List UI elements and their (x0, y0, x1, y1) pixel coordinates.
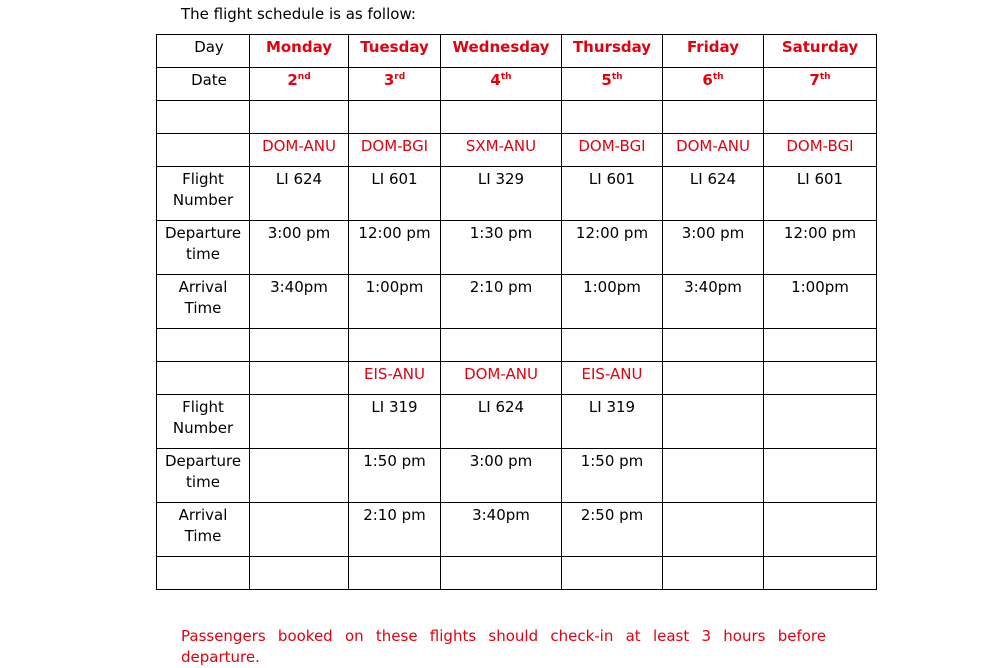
flight-number-cell (764, 395, 877, 449)
day-cell (349, 35, 441, 68)
departure-time-cell (764, 449, 877, 503)
departure-time-cell (562, 449, 663, 503)
date-number: 5 (601, 71, 612, 89)
flight-number: LI 319 (371, 398, 418, 416)
arrival-time-cell (764, 503, 877, 557)
route: DOM-ANU (464, 365, 538, 383)
empty-cell (663, 329, 764, 362)
empty-cell (663, 101, 764, 134)
flight-number-cell (764, 167, 877, 221)
flight-number-cell (441, 167, 562, 221)
route: DOM-ANU (676, 137, 750, 155)
departure-time-cell (663, 221, 764, 275)
arrival-time: 3:40pm (270, 278, 328, 296)
departure-time-cell (764, 221, 877, 275)
empty-cell (349, 557, 441, 590)
arrival-time-cell (250, 503, 349, 557)
route-cell (250, 134, 349, 167)
day-name: Wednesday (452, 38, 550, 56)
date-cell (764, 68, 877, 101)
flight-number-row (157, 167, 877, 221)
arrival-time-cell (663, 275, 764, 329)
departure-time: 12:00 pm (358, 224, 431, 242)
spacer-row (157, 101, 877, 134)
departure-time-cell (250, 221, 349, 275)
flight-number-label-line1: Flight (182, 398, 224, 416)
empty-cell (764, 329, 877, 362)
arrival-time-cell (562, 275, 663, 329)
arrival-time-cell (562, 503, 663, 557)
day-cell (663, 35, 764, 68)
departure-time: 1:30 pm (469, 224, 533, 242)
departure-time-cell (250, 449, 349, 503)
flight-number-label (157, 395, 250, 449)
flight-number: LI 624 (477, 398, 525, 416)
date-suffix: th (819, 72, 831, 82)
departure-time: 3:00 pm (267, 224, 331, 242)
flight-number-cell (663, 395, 764, 449)
departure-time: 3:00 pm (469, 452, 533, 470)
flight-number-cell (250, 395, 349, 449)
date-suffix: nd (297, 72, 311, 82)
route-cell (764, 134, 877, 167)
arrival-time-label (157, 503, 250, 557)
empty-cell (764, 101, 877, 134)
flight-number: LI 319 (588, 398, 636, 416)
date-suffix: rd (394, 72, 406, 82)
arrival-time-label-line2: Time (184, 527, 222, 545)
flight-number-cell (349, 395, 441, 449)
route-cell (663, 362, 764, 395)
arrival-time-label-line2: Time (184, 299, 222, 317)
departure-time-cell (441, 449, 562, 503)
empty-cell (562, 101, 663, 134)
departure-time-cell (349, 449, 441, 503)
flight-number: LI 329 (477, 170, 525, 188)
arrival-time-cell (250, 275, 349, 329)
departure-row (157, 449, 877, 503)
arrival-time-cell (441, 503, 562, 557)
empty-cell (250, 557, 349, 590)
arrival-time: 3:40pm (472, 506, 530, 524)
flight-number: LI 624 (275, 170, 323, 188)
arrival-time-cell (441, 275, 562, 329)
date-number: 3 (383, 71, 395, 89)
flight-number-cell (250, 167, 349, 221)
day-cell (764, 35, 877, 68)
empty-cell (349, 329, 441, 362)
route: DOM-BGI (786, 137, 854, 155)
route-cell (250, 362, 349, 395)
day-cell (441, 35, 562, 68)
empty-cell (157, 329, 250, 362)
date-cell (441, 68, 562, 101)
day-label-cell (157, 35, 250, 68)
flight-number-cell (349, 167, 441, 221)
intro-text: The flight schedule is as follow: (181, 5, 416, 23)
day-row (157, 35, 877, 68)
flight-number-cell (663, 167, 764, 221)
empty-cell (349, 101, 441, 134)
departure-time-cell (663, 449, 764, 503)
flight-number: LI 601 (371, 170, 418, 188)
flight-number-label-line1: Flight (182, 170, 224, 188)
flight-number-cell (562, 395, 663, 449)
day-cell (250, 35, 349, 68)
arrival-time: 2:50 pm (580, 506, 644, 524)
empty-cell (764, 557, 877, 590)
flight-number: LI 601 (796, 170, 844, 188)
date-suffix: th (611, 72, 623, 82)
date-number: 6 (702, 71, 713, 89)
spacer-row (157, 557, 877, 590)
route: EIS-ANU (581, 365, 643, 383)
departure-time-label-line2: time (186, 245, 220, 263)
arrival-time-cell (764, 275, 877, 329)
arrival-time: 2:10 pm (363, 506, 426, 524)
departure-time-label-line1: Departure (164, 224, 242, 242)
arrival-time-cell (349, 503, 441, 557)
route-row (157, 134, 877, 167)
empty-cell (562, 329, 663, 362)
route: DOM-BGI (360, 137, 429, 155)
empty-cell (441, 329, 562, 362)
flight-number-cell (562, 167, 663, 221)
route-cell (441, 134, 562, 167)
departure-time-label (157, 221, 250, 275)
empty-cell (663, 557, 764, 590)
flight-number-row (157, 395, 877, 449)
departure-time-cell (562, 221, 663, 275)
arrival-time-label (157, 275, 250, 329)
flight-schedule-table (156, 34, 877, 590)
flight-number: LI 624 (689, 170, 737, 188)
route-cell (764, 362, 877, 395)
flight-number-label-line2: Number (172, 191, 234, 209)
date-cell (562, 68, 663, 101)
arrival-time: 1:00pm (365, 278, 424, 296)
arrival-time: 1:00pm (791, 278, 849, 296)
date-cell (250, 68, 349, 101)
spacer-row (157, 329, 877, 362)
route-label-cell (157, 362, 250, 395)
departure-time: 1:50 pm (580, 452, 644, 470)
empty-cell (157, 101, 250, 134)
empty-cell (562, 557, 663, 590)
day-label: Day (194, 38, 224, 56)
day-name: Tuesday (360, 38, 429, 56)
route-cell (349, 134, 441, 167)
empty-cell (441, 557, 562, 590)
departure-time: 12:00 pm (783, 224, 857, 242)
flight-number-cell (441, 395, 562, 449)
departure-time-label-line2: time (186, 473, 220, 491)
arrival-time-cell (663, 503, 764, 557)
date-label: Date (191, 71, 227, 89)
route: DOM-ANU (262, 137, 336, 155)
date-number: 7 (809, 71, 820, 89)
arrival-time: 2:10 pm (469, 278, 533, 296)
arrival-row (157, 275, 877, 329)
departure-time-cell (349, 221, 441, 275)
empty-cell (250, 329, 349, 362)
flight-number-label-line2: Number (172, 419, 234, 437)
flight-number: LI 601 (588, 170, 636, 188)
day-name: Monday (265, 38, 333, 56)
route-row (157, 362, 877, 395)
date-cell (349, 68, 441, 101)
route: DOM-BGI (578, 137, 646, 155)
departure-row (157, 221, 877, 275)
route-cell (349, 362, 441, 395)
route-cell (562, 134, 663, 167)
empty-cell (441, 101, 562, 134)
date-row (157, 68, 877, 101)
empty-cell (157, 557, 250, 590)
departure-time-cell (441, 221, 562, 275)
empty-cell (250, 101, 349, 134)
route-cell (441, 362, 562, 395)
arrival-time-cell (349, 275, 441, 329)
day-cell (562, 35, 663, 68)
route-cell (562, 362, 663, 395)
departure-time: 12:00 pm (575, 224, 649, 242)
arrival-time: 1:00pm (583, 278, 641, 296)
day-name: Saturday (781, 38, 859, 56)
date-cell (663, 68, 764, 101)
date-number: 2 (287, 71, 298, 89)
arrival-time-label-line1: Arrival (178, 278, 228, 296)
departure-time-label-line1: Departure (164, 452, 242, 470)
departure-time: 1:50 pm (363, 452, 426, 470)
arrival-row (157, 503, 877, 557)
route: SXM-ANU (465, 137, 537, 155)
date-suffix: th (712, 72, 724, 82)
route: EIS-ANU (364, 365, 425, 383)
route-label-cell (157, 134, 250, 167)
date-suffix: th (500, 72, 512, 82)
departure-time-label (157, 449, 250, 503)
day-name: Thursday (572, 38, 652, 56)
date-label-cell (157, 68, 250, 101)
departure-time: 3:00 pm (681, 224, 745, 242)
check-in-note: Passengers booked on these flights should check-in at least 3 hours before departure. (181, 627, 826, 666)
arrival-time: 3:40pm (684, 278, 742, 296)
date-number: 4 (490, 71, 501, 89)
route-cell (663, 134, 764, 167)
day-name: Friday (686, 38, 739, 56)
arrival-time-label-line1: Arrival (178, 506, 228, 524)
flight-number-label (157, 167, 250, 221)
